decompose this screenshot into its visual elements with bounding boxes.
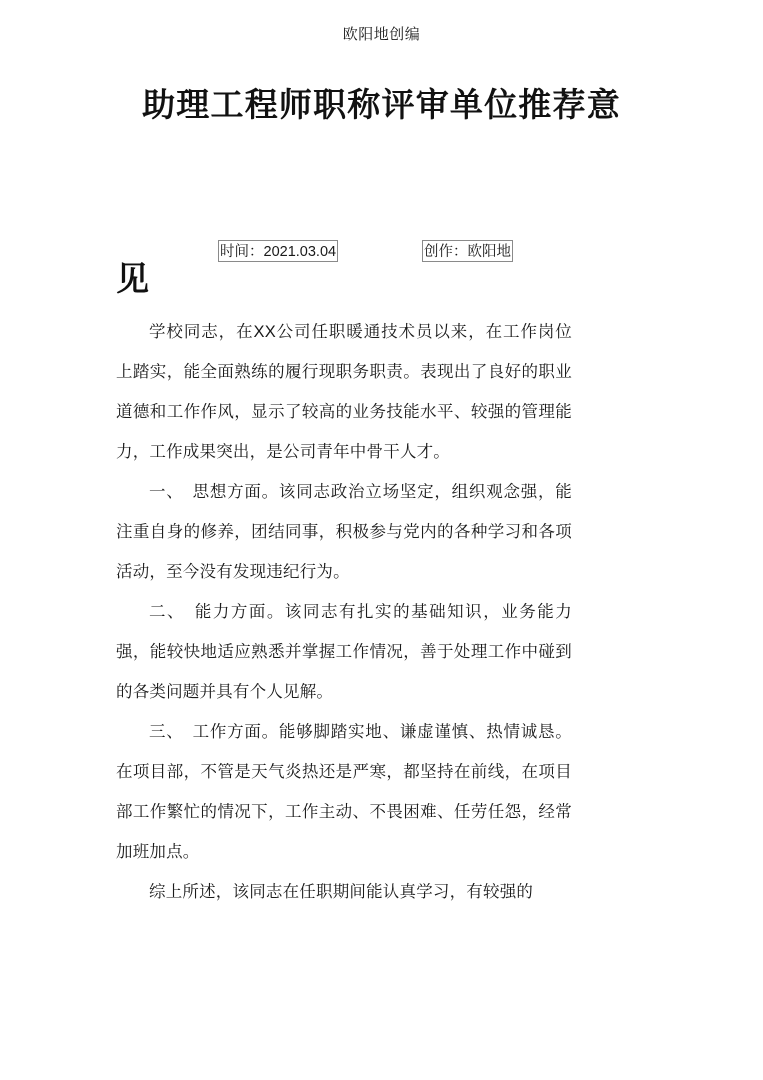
body-paragraph-two: 二、 能力方面。该同志有扎实的基础知识，业务能力强，能较快地适应熟悉并掌握工作情况，善于处理工作中碰到的各类问题并具有个人见解。 <box>116 603 572 701</box>
body-paragraph-summary: 综上所述，该同志在任职期间能认真学习，有较强的 <box>149 883 534 901</box>
body-paragraph-one: 一、 思想方面。该同志政治立场坚定，组织观念强，能注重自身的修养，团结同事，积极参与党内的各种学习和各项活动，至今没有发现违纪行为。 <box>116 483 572 581</box>
page-title-overflow: 见 <box>116 260 151 297</box>
page-title: 助理工程师职称评审单位推荐意 <box>142 86 621 123</box>
document-body <box>116 312 572 912</box>
body-paragraph-intro: 学校同志，在XX公司任职暖通技术员以来，在工作岗位上踏实，能全面熟练的履行现职务职责。表现出了良好的职业道德和工作作风，显示了较高的业务技能水平、较强的管理能力，工作成果突出，是公司青年中骨干人才。 <box>116 323 572 461</box>
body-paragraph-three: 三、 工作方面。能够脚踏实地、谦虚谨慎、热情诚恳。在项目部，不管是天气炎热还是严寒，都坚持在前线，在项目部工作繁忙的情况下，工作主动、不畏困难、任劳任怨，经常加班加点。 <box>116 723 572 861</box>
author-field: 创作：欧阳地 <box>422 240 513 262</box>
running-header: 欧阳地创编 <box>342 26 421 43</box>
meta-row <box>0 240 763 266</box>
date-field: 时间：2021.03.04 <box>218 240 338 262</box>
